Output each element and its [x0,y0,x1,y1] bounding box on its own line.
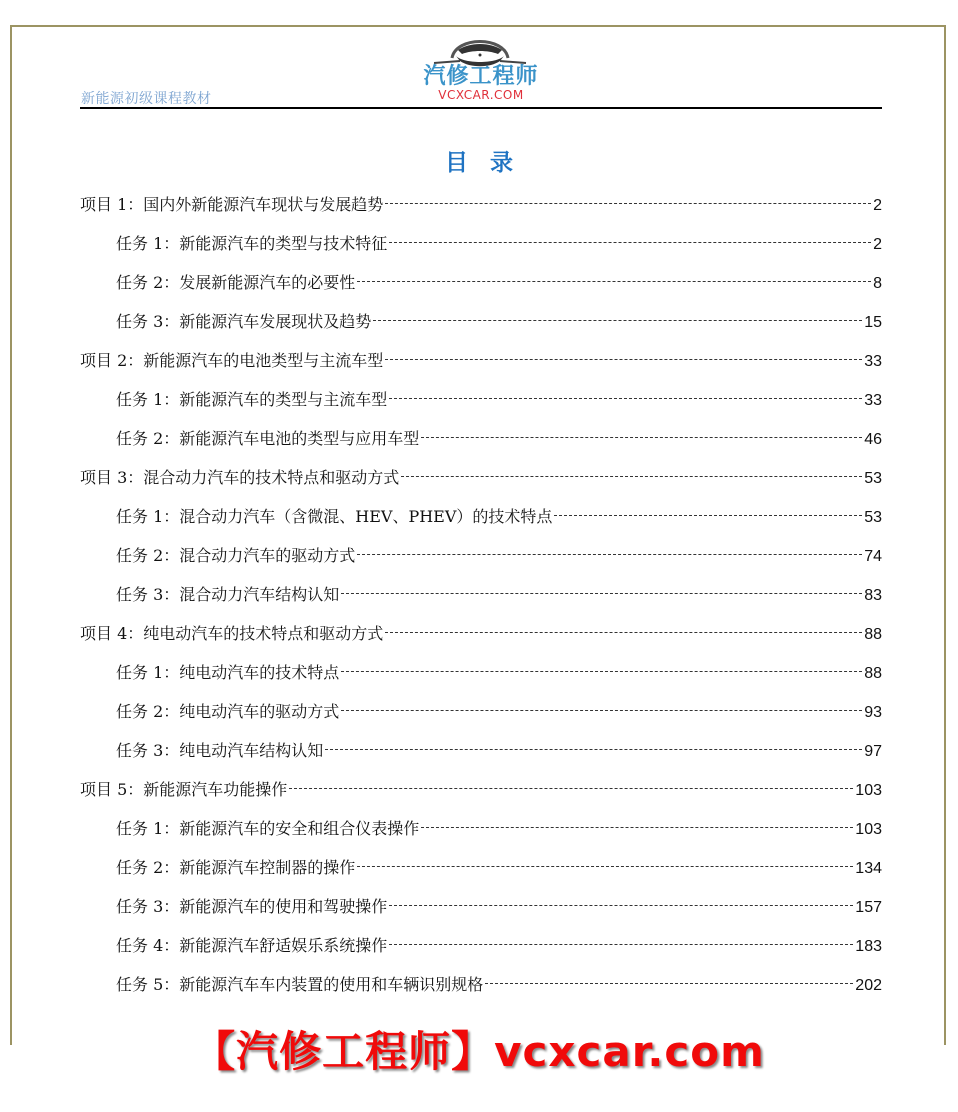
toc-dot-leader [341,671,862,672]
toc-entry-page-number: 134 [855,860,882,877]
toc-entry-label: 任务 3：新能源汽车发展现状及趋势 [116,312,372,331]
toc-dot-leader [289,788,853,789]
toc-entry-page-number: 33 [864,392,882,409]
toc-entry-label: 任务 2：新能源汽车电池的类型与应用车型 [116,429,420,448]
toc-entry-page-number: 33 [864,353,882,370]
logo-name-cn: 汽修工程师 [423,64,539,89]
toc-entry-page-number: 46 [864,431,882,448]
toc-entry-task[interactable] [116,933,882,959]
toc-entry-label: 任务 2：新能源汽车控制器的操作 [116,858,356,877]
toc-entry-label: 任务 3：混合动力汽车结构认知 [116,585,340,604]
toc-dot-leader [401,476,862,477]
page-frame [10,25,946,1045]
toc-dot-leader [389,398,862,399]
logo-name-en: VCXCAR.COM [438,88,524,102]
toc-title: 目录 [445,150,535,176]
car-logo-icon [430,28,530,68]
toc-dot-leader [357,281,871,282]
toc-entry-label: 任务 3：纯电动汽车结构认知 [116,741,324,760]
toc-entry-project[interactable] [80,192,882,218]
toc-dot-leader [389,242,871,243]
toc-entry-task[interactable] [116,270,882,296]
toc-dot-leader [373,320,862,321]
toc-dot-leader [421,437,862,438]
toc-entry-project[interactable] [80,348,882,374]
toc-entry-task[interactable] [116,738,882,764]
toc-entry-label: 项目 2：新能源汽车的电池类型与主流车型 [80,351,384,370]
toc-entry-page-number: 97 [864,743,882,760]
toc-dot-leader [325,749,862,750]
toc-dot-leader [385,203,871,204]
toc-entry-page-number: 8 [873,275,882,292]
toc-entry-task[interactable] [116,387,882,413]
toc-dot-leader [389,905,853,906]
toc-entry-label: 任务 2：发展新能源汽车的必要性 [116,273,356,292]
toc-entry-task[interactable] [116,309,882,335]
toc-entry-page-number: 2 [873,236,882,253]
toc-entry-task[interactable] [116,504,882,530]
toc-entry-label: 任务 1：新能源汽车的类型与主流车型 [116,390,388,409]
toc-entry-page-number: 53 [864,470,882,487]
toc-entry-task[interactable] [116,972,882,998]
toc-entry-page-number: 2 [873,197,882,214]
toc-entry-label: 任务 3：新能源汽车的使用和驾驶操作 [116,897,388,916]
toc-entry-label: 任务 1：新能源汽车的类型与技术特征 [116,234,388,253]
toc-entry-task[interactable] [116,894,882,920]
toc-entry-page-number: 202 [855,977,882,994]
toc-entry-label: 任务 2：纯电动汽车的驱动方式 [116,702,340,721]
toc-entry-task[interactable] [116,660,882,686]
toc-dot-leader [485,983,853,984]
toc-entry-page-number: 93 [864,704,882,721]
toc-dot-leader [554,515,862,516]
toc-entry-label: 任务 1：混合动力汽车（含微混、HEV、PHEV）的技术特点 [116,507,553,526]
toc-entry-task[interactable] [116,699,882,725]
header-divider [80,107,882,109]
toc-entry-project[interactable] [80,777,882,803]
site-logo [408,28,554,106]
toc-dot-leader [389,944,853,945]
course-title: 新能源初级课程教材 [81,91,212,107]
toc-entry-page-number: 183 [855,938,882,955]
toc-entry-page-number: 15 [864,314,882,331]
toc-entry-task[interactable] [116,582,882,608]
toc-entry-label: 项目 3：混合动力汽车的技术特点和驱动方式 [80,468,400,487]
toc-entry-task[interactable] [116,426,882,452]
watermark-banner: 【汽修工程师】vcxcar.com [193,1027,765,1076]
toc-entry-page-number: 74 [864,548,882,565]
toc-entry-task[interactable] [116,855,882,881]
toc-dot-leader [341,710,862,711]
toc-entry-label: 任务 1：纯电动汽车的技术特点 [116,663,340,682]
toc-dot-leader [385,359,862,360]
toc-entry-project[interactable] [80,465,882,491]
toc-entry-page-number: 103 [855,821,882,838]
toc-entry-page-number: 88 [864,626,882,643]
toc-entry-label: 项目 4：纯电动汽车的技术特点和驱动方式 [80,624,384,643]
toc-entry-task[interactable] [116,231,882,257]
toc-entry-project[interactable] [80,621,882,647]
toc-entry-task[interactable] [116,816,882,842]
toc-entry-label: 任务 2：混合动力汽车的驱动方式 [116,546,356,565]
toc-entry-page-number: 103 [855,782,882,799]
toc-dot-leader [421,827,853,828]
toc-dot-leader [341,593,862,594]
toc-entry-label: 项目 5：新能源汽车功能操作 [80,780,288,799]
toc-entry-page-number: 83 [864,587,882,604]
toc-dot-leader [385,632,862,633]
toc-dot-leader [357,554,862,555]
toc-entry-label: 任务 4：新能源汽车舒适娱乐系统操作 [116,936,388,955]
toc-entry-task[interactable] [116,543,882,569]
toc-dot-leader [357,866,853,867]
toc-entry-label: 任务 1：新能源汽车的安全和组合仪表操作 [116,819,420,838]
toc-entry-page-number: 157 [855,899,882,916]
toc-entry-page-number: 88 [864,665,882,682]
toc-entry-label: 任务 5：新能源汽车车内装置的使用和车辆识别规格 [116,975,484,994]
toc-entry-page-number: 53 [864,509,882,526]
toc-entry-label: 项目 1：国内外新能源汽车现状与发展趋势 [80,195,384,214]
